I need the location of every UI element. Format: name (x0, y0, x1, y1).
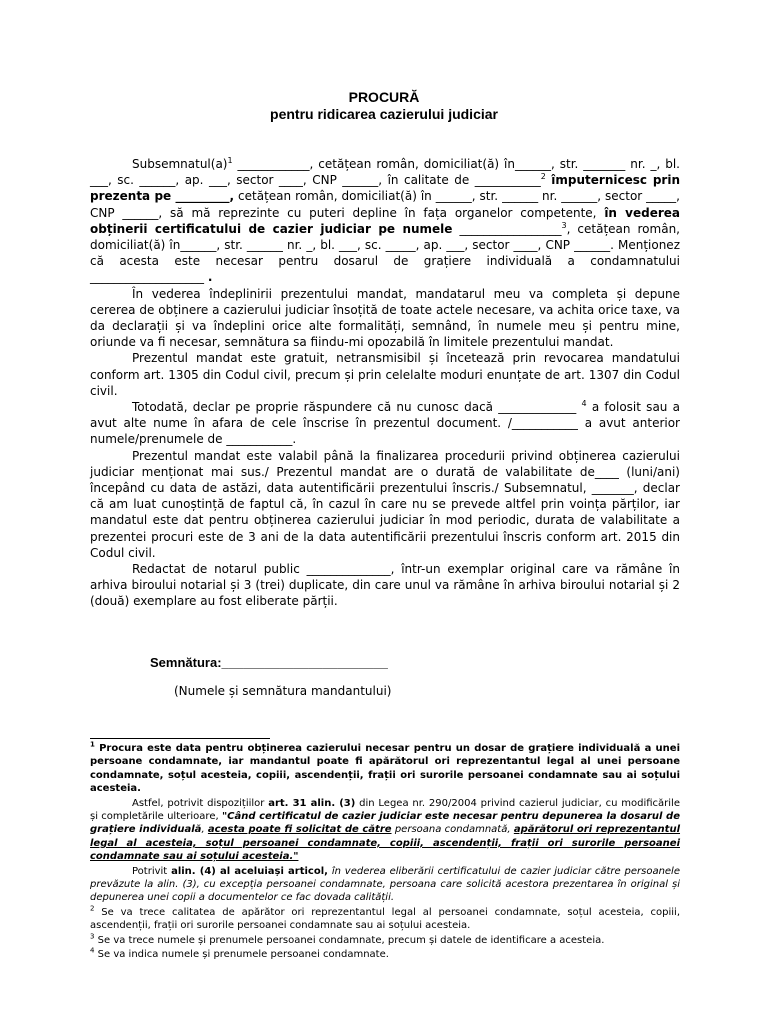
paragraph-mandator: $Subsemnatul(a)^1$ ____________, cetățean român, domiciliat(ă) în______, str. _______ nr. _, bl. ___, sc. ______, ap. ___, sector ____, CNP ______, în calitate de ___________$^2$ împuternicesc prin prezenta pe _________, cetățean român, domiciliat(ă) în ______, str. ______ nr. ______, sector _____, CNP ______, să mă reprezinte cu puteri depline în fața organelor competente, în vederea obținerii certificatului de cazier judiciar pe numele _________________$^3$, cetățean român, domiciliat(ă) în______, str. ______ nr. _, bl. ___, sc. _____, ap. ___, sector ____, CNP ______. Menționez că acesta este necesar pentru dosarul de grațiere individuală a condamnatului ___________________ . (90, 156, 680, 285)
document-subtitle: pentru ridicarea cazierului judiciar (270, 106, 498, 122)
signature-caption: (Numele și semnătura mandantului) (174, 684, 392, 698)
paragraph-validity: Prezentul mandat este valabil până la finalizarea procedurii privind obținerea cazierului judiciar menționat mai sus./ Prezentul mandat are o durată de valabilitate de____ (luni/ani) începând cu data de astăzi, data autentificării prezentului înscris./ Subsemnatul, _______, declar că am luat cunoștință de faptul că, în cazul în care nu se prevede altfel prin voința părților, iar mandatul este dat pentru obținerea cazierului judiciar în mod periodic, durata de valabilitate a prezentei procuri este de 3 ani de la data autentificării prezentului înscris conform art. 2015 din Codul civil. (90, 448, 680, 560)
footnote-1-paragraph-4: Potrivit alin. (4) al aceluiași articol, în vederea eliberării certificatului de cazier judiciar către persoanele prevăzute la alin. (3), cu excepția persoanei condamnate, persoana care solicită acestora prezentarea în original și depunerea unei copii a documentelor ce fac dovada calității. (90, 865, 680, 904)
footnote-1: $^1$ Procura este data pentru obținerea cazierului necesar pentru un dosar de grațiere individuală a unei persoane condamnate, iar mandantul poate fi apărătorul ori reprezentantul legal al unei persoane condamnate, soțul acesteia, copiii, ascendenții, frații ori surorile persoanei condamnate sau ai soțului acesteia. (90, 740, 680, 795)
footnote-1-legal-basis: Astfel, potrivit dispozițiilor art. 31 alin. (3) din Legea nr. 290/2004 privind cazierul judiciar, cu modificările și completările ulterioare, "Când certificatul de cazier judiciar este necesar pentru depunerea la dosarul de grațiere individuală, acesta poate fi solicitat de către persoana condamnată, apărătorul ori reprezentantul legal al acesteia, soțul persoanei condamnate, copiii, ascendenții, frații ori surorile persoanei condamnate sau ai soțului acesteia." (90, 797, 681, 863)
paragraph-notary: Redactat de notarul public ______________, într-un exemplar original care va rămâne în arhiva biroului notarial și 3 (trei) duplicate, din care unul va rămâne în arhiva biroului notarial și 2 (două) exemplare au fost eliberate părții. (90, 562, 680, 609)
footnotes (90, 742, 680, 963)
paragraph-declaration: Totodată, declar pe proprie răspundere că nu cunosc dacă _____________ $^4$ a folosit sau a avut alte nume în afara de cele înscrise în prezentul document. /___________ a avut anterior numele/prenumele de ___________. (90, 399, 680, 447)
paragraph-mandate-scope: În vederea îndeplinirii prezentului mandat, mandatarul meu va completa și depune cererea de obținere a cazierului judiciar însoțită de toate actele necesare, va achita orice taxe, va da declarații și va îndeplini orice alte formalități, semnând, în numele meu și pentru mine, oriunde va fi necesar, semnătura sa fiindu-mi opozabilă în limitele prezentului mandat. (90, 286, 680, 350)
footnote-separator (90, 738, 270, 739)
footnote-3: $^3$ Se va trece numele și prenumele persoanei condamnate, precum și datele de identificare a acesteia. (90, 932, 605, 946)
document-body (90, 156, 680, 610)
footnote-ref-2: 2 (540, 172, 546, 182)
footnote-2: $^2$ Se va trece calitatea de apărător ori reprezentantul legal al persoanei condamnate, soțul acesteia, copiii, ascendenții, frații ori surorile persoanei condamnate sau ai soțului acesteia. (90, 904, 680, 932)
footnote-ref-4: 4 (581, 399, 587, 409)
signature-line: Semnătura:_______________________ (150, 655, 388, 670)
footnote-ref-3: 3 (561, 220, 567, 230)
document-title: PROCURĂ (348, 89, 420, 105)
paragraph-gratuity: Prezentul mandat este gratuit, netransmisibil și încetează prin revocarea mandatului conform art. 1305 din Codul civil, precum și prin celelalte moduri enunțate de art. 1307 din Codul civil. (90, 351, 680, 398)
footnote-4: $^4$ Se va indica numele și prenumele persoanei condamnate. (90, 946, 389, 961)
footnote-ref-1: 1 (227, 156, 233, 165)
